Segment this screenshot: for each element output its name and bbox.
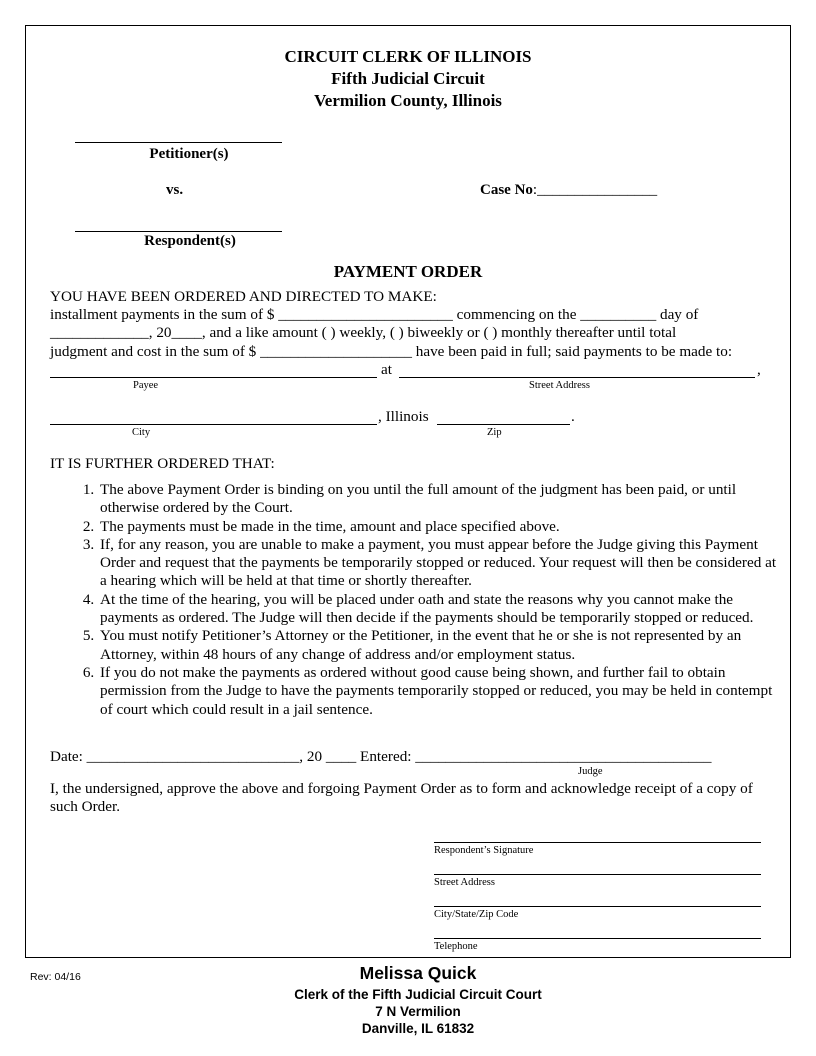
respondent-signature-label: Respondent’s Signature xyxy=(434,845,534,856)
respondent-signature-line[interactable] xyxy=(434,842,761,843)
date-entered-line[interactable]: Date: ____________________________, 20 ____ Entered: _______________________________________ xyxy=(50,748,712,765)
further-orders-list xyxy=(50,481,780,719)
order-title: PAYMENT ORDER xyxy=(333,262,483,281)
order-line-3: judgment and cost in the sum of $ ____________________ have been paid in full; said payments to be made to: xyxy=(50,343,733,360)
telephone-label: Telephone xyxy=(434,941,478,952)
case-no-label: Case No xyxy=(480,182,533,198)
payee-line[interactable] xyxy=(50,377,377,378)
clerk-title: Clerk of the Fifth Judicial Circuit Court xyxy=(294,987,542,1002)
case-number[interactable] xyxy=(480,182,657,199)
respondent-line[interactable] xyxy=(75,231,282,232)
list-item: 4. At the time of the hearing, you will be placed under oath and state the reasons why you cannot make the payments as ordered. The Judge will then decide if the payments should be temporarily stopped or reduced. xyxy=(98,591,780,628)
petitioner-line[interactable] xyxy=(75,142,282,143)
street-address-sign-line[interactable] xyxy=(434,874,761,875)
list-item: 5. You must notify Petitioner’s Attorney or the Petitioner, in the event that he or she is not represented by an Attorney, within 48 hours of any change of address and/or employment status. xyxy=(98,627,780,664)
payee-label: Payee xyxy=(133,380,159,391)
revision-label: Rev: 04/16 xyxy=(30,971,81,983)
city-label: City xyxy=(132,427,151,438)
respondent-label: Respondent(s) xyxy=(144,233,236,249)
at-label: at xyxy=(381,361,392,378)
list-item: 6. If you do not make the payments as ordered without good cause being shown, and further fail to obtain permission from the Judge to have the payments temporarily stopped or reduced, you may be held in contempt of court which could result in a jail sentence. xyxy=(98,664,780,719)
order-intro: YOU HAVE BEEN ORDERED AND DIRECTED TO MAKE: xyxy=(50,288,437,305)
case-no-blank[interactable]: :________________ xyxy=(532,182,658,198)
clerk-address-2: Danville, IL 61832 xyxy=(361,1021,475,1036)
circuit-name: Fifth Judicial Circuit xyxy=(331,69,485,88)
vs-label: vs. xyxy=(166,182,184,198)
street-address-label: Street Address xyxy=(529,380,590,391)
zip-label: Zip xyxy=(487,427,502,438)
list-item: 3. If, for any reason, you are unable to make a payment, you must appear before the Judge giving this Payment Order and request that the payments be temporarily stopped or reduced. Your request will then be considered at a hearing which will be held at that time or shortly thereafter. xyxy=(98,536,780,591)
street-comma: , xyxy=(757,361,761,378)
city-state-zip-label: City/State/Zip Code xyxy=(434,909,519,920)
clerk-address-1: 7 N Vermilion xyxy=(375,1004,461,1019)
zip-period: . xyxy=(571,408,575,425)
further-heading: IT IS FURTHER ORDERED THAT: xyxy=(50,455,275,472)
zip-line[interactable] xyxy=(437,424,570,425)
street-address-line[interactable] xyxy=(399,377,755,378)
city-state-zip-line[interactable] xyxy=(434,906,761,907)
street-address-sign-label: Street Address xyxy=(434,877,495,888)
order-line-1: installment payments in the sum of $ _______________________ commencing on the __________ day of xyxy=(50,306,699,323)
list-item: 2. The payments must be made in the time, amount and place specified above. xyxy=(98,518,780,536)
clerk-name: Melissa Quick xyxy=(359,963,477,983)
list-item: 1. The above Payment Order is binding on you until the full amount of the judgment has been paid, or until otherwise ordered by the Court. xyxy=(98,481,780,518)
acknowledgment-text: I, the undersigned, approve the above and forgoing Payment Order as to form and acknowledge receipt of a copy of such Order. xyxy=(50,780,753,816)
illinois-label: , Illinois xyxy=(378,408,429,425)
judge-label: Judge xyxy=(578,766,603,777)
court-title: CIRCUIT CLERK OF ILLINOIS xyxy=(284,47,532,66)
city-line[interactable] xyxy=(50,424,377,425)
petitioner-label: Petitioner(s) xyxy=(149,146,229,162)
order-line-2: _____________, 20____, and a like amount ( ) weekly, ( ) biweekly or ( ) monthly thereafter until total xyxy=(50,324,677,341)
county-name: Vermilion County, Illinois xyxy=(314,91,502,110)
telephone-line[interactable] xyxy=(434,938,761,939)
